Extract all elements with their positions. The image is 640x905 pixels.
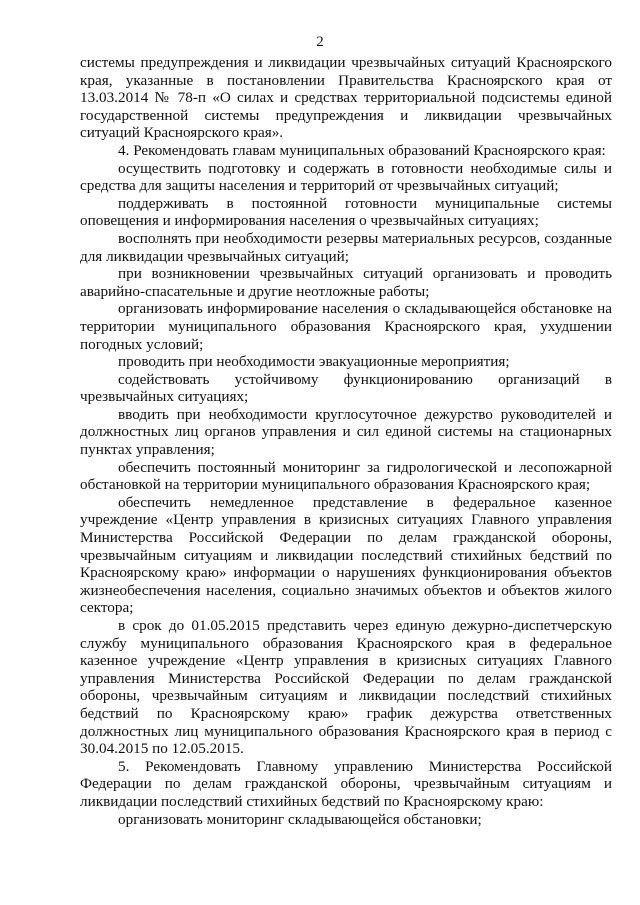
paragraph: обеспечить постоянный мониторинг за гидрологической и лесопожарной обстановкой на территории муниципального образования Красноярского края; xyxy=(80,458,612,494)
page-number: 2 xyxy=(316,34,324,50)
document-body xyxy=(80,54,612,828)
paragraph: 5. Рекомендовать Главному управлению Министерства Российской Федерации по делам гражданской обороны, чрезвычайным ситуациям и ликвидации последствий стихийных бедствий по Красноярскому краю: xyxy=(80,757,612,810)
paragraph: организовать информирование населения о складывающейся обстановке на территории муниципального образования Красноярского края, ухудшении погодных условий; xyxy=(80,300,612,353)
paragraph: проводить при необходимости эвакуационные мероприятия; xyxy=(118,353,510,371)
paragraph: системы предупреждения и ликвидации чрезвычайных ситуаций Красноярского края, указанные в постановлении Правительства Красноярского края от 13.03.2014 № 78-п «О силах и средствах территориальной подсистемы единой государственной системы предупреждения и ликвидации чрезвычайных ситуаций Красноярского края». xyxy=(80,54,612,142)
paragraph: содействовать устойчивому функционированию организаций в чрезвычайных ситуациях; xyxy=(80,370,612,406)
paragraph: при возникновении чрезвычайных ситуаций организовать и проводить аварийно-спасательные и другие неотложные работы; xyxy=(80,265,612,300)
paragraph: осуществить подготовку и содержать в готовности необходимые силы и средства для защиты населения и территорий от чрезвычайных ситуаций; xyxy=(80,159,612,195)
paragraph: в срок до 01.05.2015 представить через единую дежурно-диспетчерскую службу муниципального образования Красноярского края в федеральное казенное учреждение «Центр управления в кризисных ситуациях Главного управления Министерства Российской Федерации по делам гражданской обороны, чрезвычайным ситуациям и ликвидации последствий стихийных бедствий по Красноярскому краю» график дежурства ответственных должностных лиц муниципального образования Красноярского края в период с 30.04.2015 по 12.05.2015. xyxy=(80,617,612,758)
paragraph: 4. Рекомендовать главам муниципальных образований Красноярского края: xyxy=(118,141,606,159)
paragraph: организовать мониторинг складывающейся обстановки; xyxy=(118,810,482,828)
paragraph: восполнять при необходимости резервы материальных ресурсов, созданные для ликвидации чрезвычайных ситуаций; xyxy=(80,229,612,265)
paragraph: обеспечить немедленное представление в федеральное казенное учреждение «Центр управления в кризисных ситуациях Главного управления Министерства Российской Федерации по делам гражданской обороны, чрезвычайным ситуациям и ликвидации последствий стихийных бедствий по Красноярскому краю» информации о нарушениях функционирования объектов жизнеобеспечения населения, социально значимых объектов и объектов жилого сектора; xyxy=(80,493,612,617)
paragraph: поддерживать в постоянной готовности муниципальные системы оповещения и информирования населения о чрезвычайных ситуациях; xyxy=(80,194,612,230)
paragraph: вводить при необходимости круглосуточное дежурство руководителей и должностных лиц органов управления и сил единой системы на стационарных пунктах управления; xyxy=(80,405,612,459)
